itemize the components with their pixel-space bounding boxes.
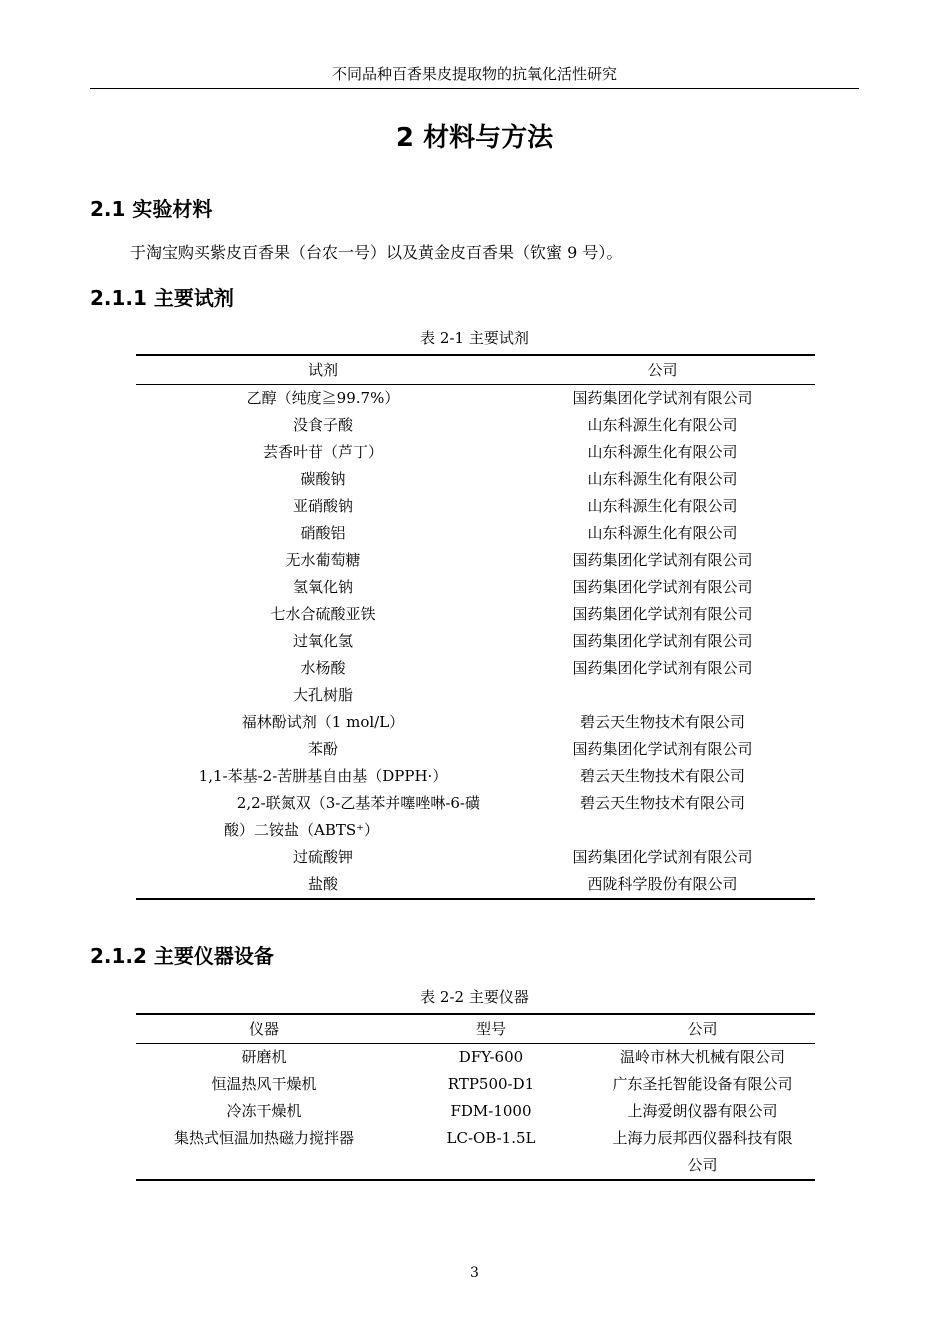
company-cell: 上海爱朗仪器有限公司 <box>627 1102 778 1120</box>
instrument-cell: 冷冻干燥机 <box>226 1102 302 1120</box>
table-row <box>136 844 815 871</box>
company-cell: 碧云天生物技术有限公司 <box>579 767 745 785</box>
table-row <box>136 736 815 763</box>
reagent-cell: 芸香叶苷（芦丁） <box>262 443 383 461</box>
table-row <box>136 682 815 709</box>
company-cell: 山东科源生化有限公司 <box>587 470 738 488</box>
reagent-cell: 乙醇（纯度≧99.7%） <box>246 389 400 407</box>
table-row <box>136 385 815 413</box>
table-row <box>136 547 815 574</box>
company-cell: 国药集团化学试剂有限公司 <box>572 389 753 407</box>
table-header-row <box>136 355 815 385</box>
reagent-cell: 水杨酸 <box>300 659 346 677</box>
company-cell: 西陇科学股份有限公司 <box>510 871 815 899</box>
reagent-cell: 亚硝酸钠 <box>292 497 353 515</box>
table-row <box>136 439 815 466</box>
company-cell: 山东科源生化有限公司 <box>587 497 738 515</box>
table-row <box>136 1152 815 1180</box>
instrument-cell: 恒温热风干燥机 <box>211 1075 317 1093</box>
company-cell: 国药集团化学试剂有限公司 <box>572 740 753 758</box>
section-heading-2-1-1: 2.1.1 主要试剂 <box>90 286 234 310</box>
table-row <box>136 709 815 736</box>
company-cell: 国药集团化学试剂有限公司 <box>572 578 753 596</box>
model-cell: FDM-1000 <box>450 1102 532 1120</box>
company-cell: 国药集团化学试剂有限公司 <box>572 551 753 569</box>
table-row <box>136 574 815 601</box>
instruments-table <box>136 1013 815 1181</box>
table-row <box>136 1044 815 1072</box>
company-cell: 广东圣托智能设备有限公司 <box>612 1075 793 1093</box>
table1-caption: 表 2-1 主要试剂 <box>420 329 529 347</box>
table-row <box>136 466 815 493</box>
table-row <box>136 655 815 682</box>
company-cell: 山东科源生化有限公司 <box>587 443 738 461</box>
column-header-instrument: 仪器 <box>136 1014 392 1044</box>
company-cell: 碧云天生物技术有限公司 <box>579 713 745 731</box>
reagent-cell: 酸）二铵盐（ABTS⁺） <box>224 821 380 839</box>
table-row <box>136 493 815 520</box>
reagent-cell: 过氧化氢 <box>292 632 353 650</box>
table-row <box>136 1071 815 1098</box>
company-cell: 国药集团化学试剂有限公司 <box>572 659 753 677</box>
table-row <box>136 817 815 844</box>
reagent-cell: 福林酚试剂（1 mol/L） <box>241 713 405 731</box>
instrument-cell <box>136 1152 392 1180</box>
table-row <box>136 601 815 628</box>
model-cell: DFY-600 <box>458 1048 524 1066</box>
running-header: 不同品种百香果皮提取物的抗氧化活性研究 <box>331 65 617 83</box>
company-cell <box>510 682 815 709</box>
company-cell: 山东科源生化有限公司 <box>587 416 738 434</box>
reagent-cell: 2,2-联氮双（3-乙基苯并噻唑啉-6-磺 <box>236 794 480 812</box>
reagent-cell: 大孔树脂 <box>292 686 353 704</box>
company-cell: 国药集团化学试剂有限公司 <box>572 632 753 650</box>
reagent-cell: 无水葡萄糖 <box>285 551 361 569</box>
reagents-table <box>136 354 815 900</box>
table-row <box>136 871 815 899</box>
column-header-company: 公司 <box>590 1014 815 1044</box>
table-row <box>136 763 815 790</box>
header-rule <box>90 88 859 89</box>
reagent-cell: 七水合硫酸亚铁 <box>270 605 376 623</box>
instrument-cell: 研磨机 <box>241 1048 287 1066</box>
company-cell: 上海力辰邦西仪器科技有限 <box>612 1129 793 1147</box>
reagent-cell: 没食子酸 <box>292 416 353 434</box>
column-header-reagent: 试剂 <box>136 355 510 385</box>
column-header-model: 型号 <box>392 1014 590 1044</box>
table-row <box>136 520 815 547</box>
table-row <box>136 1125 815 1152</box>
materials-paragraph: 于淘宝购买紫皮百香果（台农一号）以及黄金皮百香果（钦蜜 9 号）。 <box>130 243 623 262</box>
model-cell: RTP500-D1 <box>447 1075 535 1093</box>
reagent-cell: 碳酸钠 <box>300 470 346 488</box>
company-cell: 国药集团化学试剂有限公司 <box>572 605 753 623</box>
section-heading-2-1-2: 2.1.2 主要仪器设备 <box>90 944 274 968</box>
reagent-cell: 盐酸 <box>136 871 510 899</box>
instrument-cell: 集热式恒温加热磁力搅拌器 <box>173 1129 354 1147</box>
company-cell: 温岭市林大机械有限公司 <box>619 1048 785 1066</box>
reagent-cell: 1,1-苯基-2-苦肼基自由基（DPPH·） <box>198 767 448 785</box>
table2-caption: 表 2-2 主要仪器 <box>420 988 529 1006</box>
company-cell: 碧云天生物技术有限公司 <box>579 794 745 812</box>
model-cell <box>392 1152 590 1180</box>
table-row <box>136 412 815 439</box>
table-row <box>136 790 815 817</box>
reagent-cell: 硝酸铝 <box>300 524 346 542</box>
company-cell <box>510 817 815 844</box>
chapter-title: 2 材料与方法 <box>395 123 554 153</box>
model-cell: LC-OB-1.5L <box>446 1129 536 1147</box>
page-number: 3 <box>470 1265 479 1281</box>
reagent-cell: 氢氧化钠 <box>292 578 353 596</box>
company-cell: 公司 <box>590 1152 815 1180</box>
company-cell: 山东科源生化有限公司 <box>587 524 738 542</box>
table-row <box>136 1098 815 1125</box>
table-row <box>136 628 815 655</box>
company-cell: 国药集团化学试剂有限公司 <box>572 848 753 866</box>
table-header-row <box>136 1014 815 1044</box>
column-header-company: 公司 <box>510 355 815 385</box>
reagent-cell: 过硫酸钾 <box>292 848 353 866</box>
section-heading-2-1: 2.1 实验材料 <box>90 197 213 221</box>
reagent-cell: 苯酚 <box>307 740 338 758</box>
